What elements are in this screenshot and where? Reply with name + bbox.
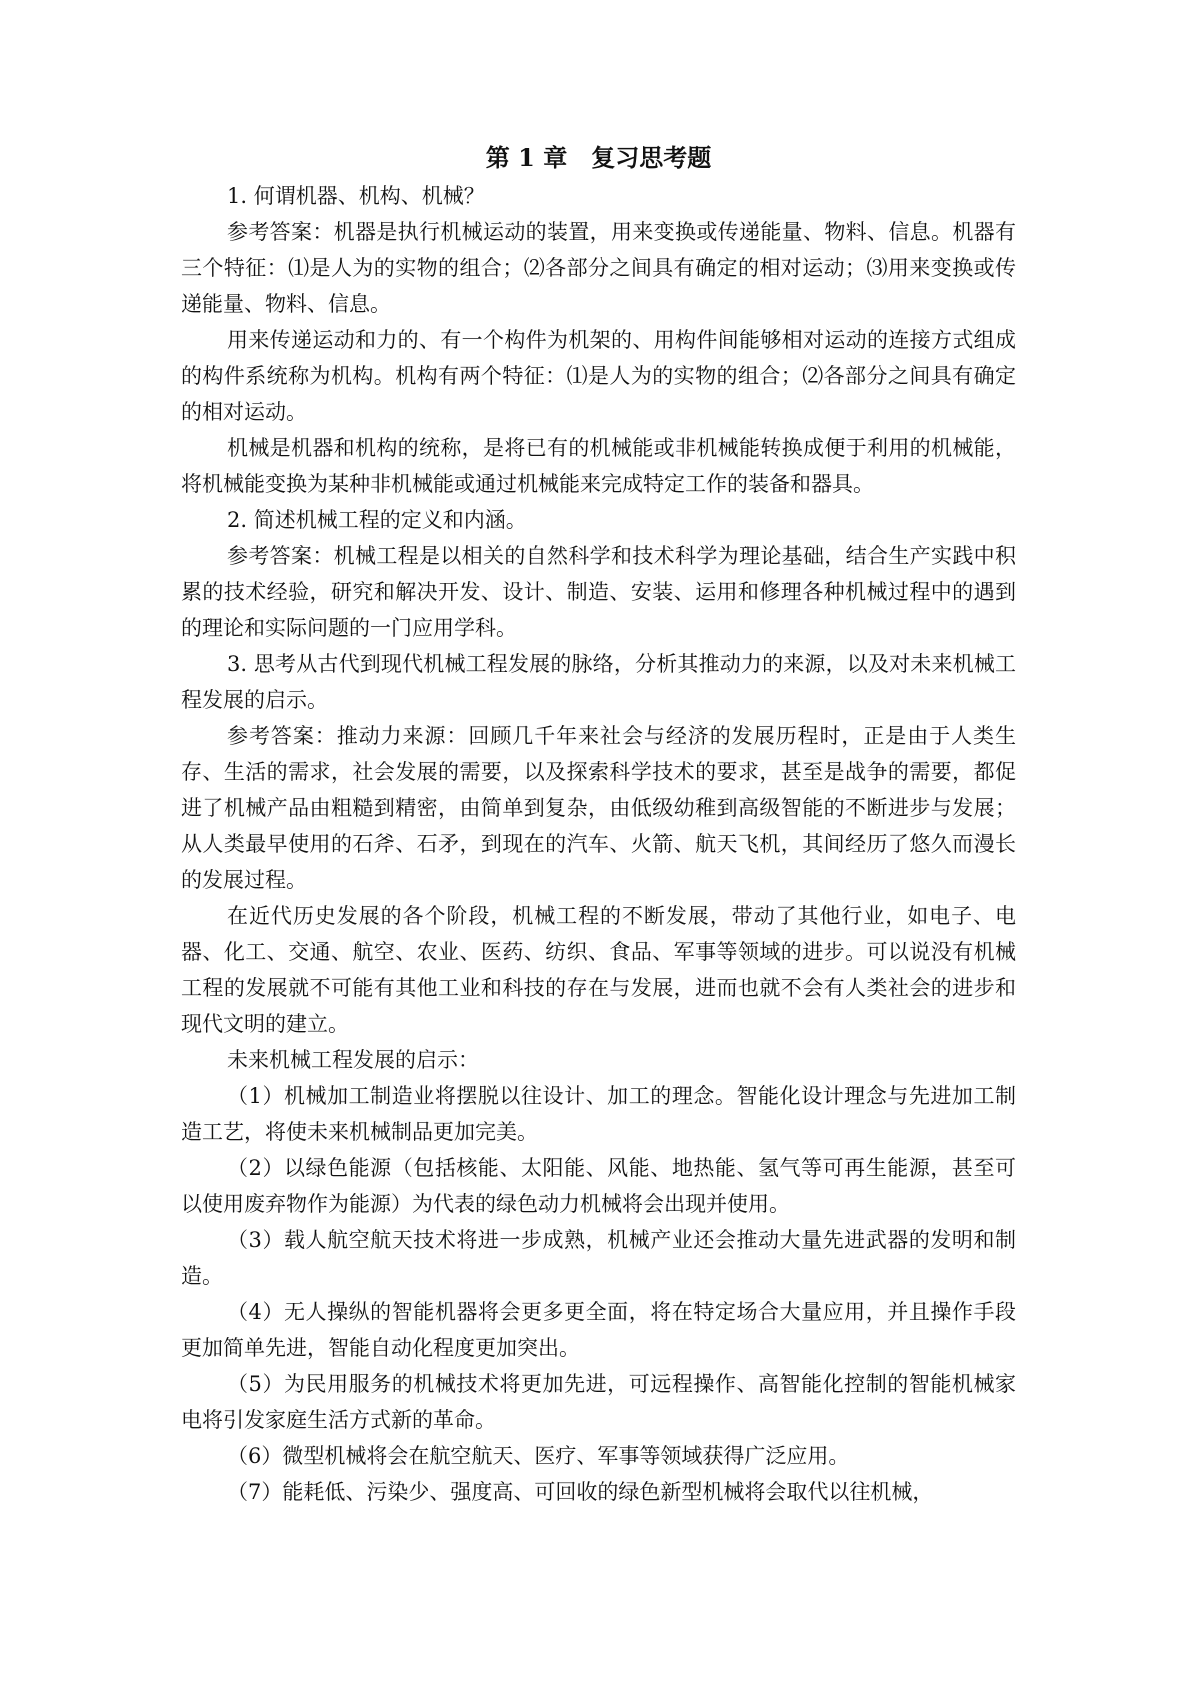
answer-2: 参考答案：机械工程是以相关的自然科学和技术科学为理论基础，结合生产实践中积累的技术经验，研究和解决开发、设计、制造、安装、运用和修理各种机械过程中的遇到的理论和实际问题的一门应用学科。 xyxy=(181,544,1016,640)
future-item-6: （6）微型机械将会在航空航天、医疗、军事等领域获得广泛应用。 xyxy=(227,1444,850,1468)
answer-3-modern-history: 在近代历史发展的各个阶段，机械工程的不断发展，带动了其他行业，如电子、电器、化工、交通、航空、农业、医药、纺织、食品、军事等领域的进步。可以说没有机械工程的发展就不可能有其他工业和科技的存在与发展，进而也就不会有人类社会的进步和现代文明的建立。 xyxy=(181,904,1016,1036)
question-1: 1. 何谓机器、机构、机械？ xyxy=(227,184,485,208)
future-item-1: （1）机械加工制造业将摆脱以往设计、加工的理念。智能化设计理念与先进加工制造工艺，将使未来机械制品更加完美。 xyxy=(181,1084,1016,1144)
future-item-5: （5）为民用服务的机械技术将更加先进，可远程操作、高智能化控制的智能机械家电将引发家庭生活方式新的革命。 xyxy=(181,1372,1016,1432)
answer-1-mechanism: 用来传递运动和力的、有一个构件为机架的、用构件间能够相对运动的连接方式组成的构件系统称为机构。机构有两个特征：⑴是人为的实物的组合；⑵各部分之间具有确定的相对运动。 xyxy=(181,328,1016,424)
answer-1-machinery: 机械是机器和机构的统称，是将已有的机械能或非机械能转换成便于利用的机械能，将机械能变换为某种非机械能或通过机械能来完成特定工作的装备和器具。 xyxy=(181,436,1016,496)
future-item-3: （3）载人航空航天技术将进一步成熟，机械产业还会推动大量先进武器的发明和制造。 xyxy=(181,1228,1016,1288)
answer-3-future-heading: 未来机械工程发展的启示： xyxy=(227,1048,479,1072)
chapter-title: 第 1 章 复习思考题 xyxy=(485,143,712,172)
question-3: 3. 思考从古代到现代机械工程发展的脉络，分析其推动力的来源，以及对未来机械工程发展的启示。 xyxy=(181,652,1016,712)
answer-3-driving-force: 参考答案：推动力来源：回顾几千年来社会与经济的发展历程时，正是由于人类生存、生活的需求，社会发展的需要，以及探索科学技术的要求，甚至是战争的需要，都促进了机械产品由粗糙到精密，由简单到复杂，由低级幼稚到高级智能的不断进步与发展；从人类最早使用的石斧、石矛，到现在的汽车、火箭、航天飞机，其间经历了悠久而漫长的发展过程。 xyxy=(181,724,1016,892)
future-item-7: （7）能耗低、污染少、强度高、可回收的绿色新型机械将会取代以往机械， xyxy=(227,1480,934,1504)
question-2: 2. 简述机械工程的定义和内涵。 xyxy=(227,508,527,532)
future-item-2: （2）以绿色能源（包括核能、太阳能、风能、地热能、氢气等可再生能源，甚至可以使用废弃物作为能源）为代表的绿色动力机械将会出现并使用。 xyxy=(181,1156,1016,1216)
answer-1-machine: 参考答案：机器是执行机械运动的装置，用来变换或传递能量、物料、信息。机器有三个特征：⑴是人为的实物的组合；⑵各部分之间具有确定的相对运动；⑶用来变换或传递能量、物料、信息。 xyxy=(181,220,1016,316)
document-body xyxy=(181,178,1016,1510)
future-item-4: （4）无人操纵的智能机器将会更多更全面，将在特定场合大量应用，并且操作手段更加简单先进，智能自动化程度更加突出。 xyxy=(181,1300,1016,1360)
